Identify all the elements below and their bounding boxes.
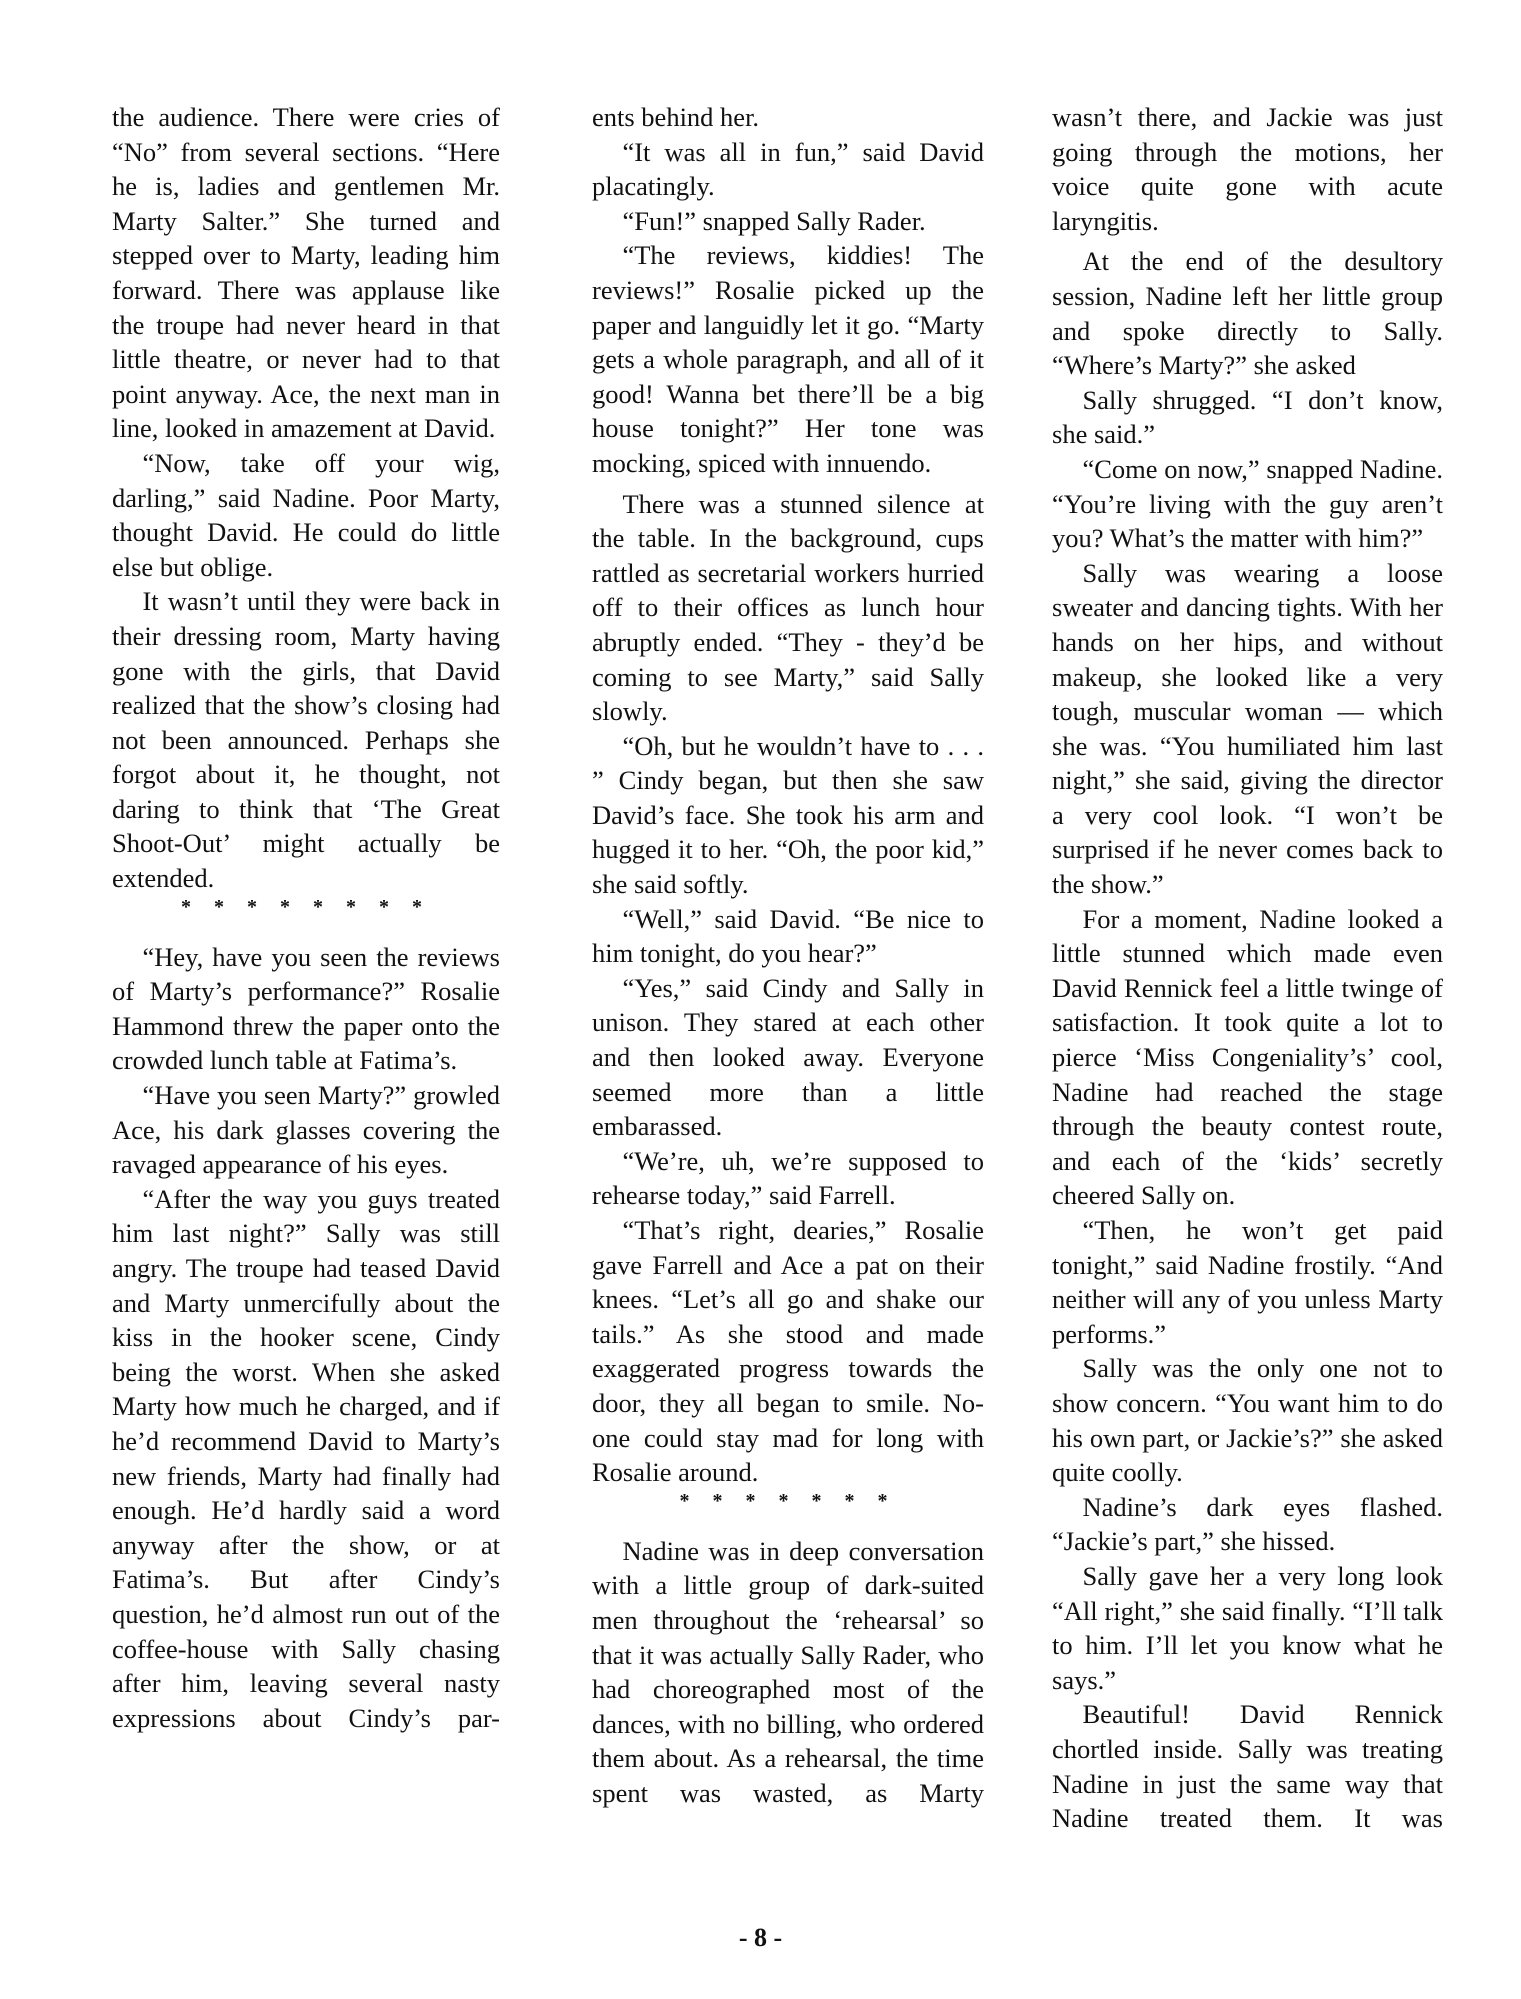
paragraph: the audience. There were cries of “No” from several sections. “Here he is, ladies and gentlemen Mr. Marty Salter.” She turned and stepped over to Marty, leading him forward. There was applause like the troupe had never heard in that little theatre, or never had to that point anyway. Ace, the next man in line, looked in amazement at David. [112,102,500,444]
paragraph: Nadine’s dark eyes flashed. “Jackie’s part,” she hissed. [1052,1491,1443,1557]
column-3 [1052,100,1443,1836]
paragraph: “It was all in fun,” said David placatingly. [592,136,984,202]
paragraph: “Oh, but he wouldn’t have to . . . ” Cindy began, but then she saw David’s face. She took his arm and hugged it to her. “Oh, the poor kid,” she said softly. [592,730,984,900]
paragraph: At the end of the desultory session, Nadine left her little group and spoke directly to Sally. “Where’s Marty?” she asked [1052,246,1443,381]
paragraph: ents behind her. [592,102,760,132]
paragraph: “Yes,” said Cindy and Sally in unison. They stared at each other and then looked away. Everyone seemed more than a little embarassed. [592,972,984,1142]
paragraph: wasn’t there, and Jackie was just going through the motions, her voice quite gone with acute laryngitis. [1052,102,1443,236]
paragraph: Sally was wearing a loose sweater and dancing tights. With her hands on her hips, and without makeup, she looked like a very tough, muscular woman — which she was. “You humiliated him last night,” she said, giving the director a very cool look. “I won’t be surprised if he never comes back to the show.” [1052,557,1443,900]
paragraph: “Come on now,” snapped Nadine. “You’re living with the guy aren’t you? What’s the matter with him?” [1052,453,1443,554]
paragraph: For a moment, Nadine looked a little stunned which made even David Rennick feel a little twinge of satisfaction. It took quite a lot to pierce ‘Miss Congeniality’s’ cool, Nadine had reached the stage through the beauty contest route, and each of the ‘kids’ secretly cheered Sally on. [1052,903,1443,1211]
paragraph: “Hey, have you seen the reviews of Marty’s performance?” Rosalie Hammond threw the paper onto the crowded lunch table at Fatima’s. [112,941,500,1076]
column-2 [592,100,984,1811]
section-separator: * * * * * * * * [181,895,431,918]
paragraph: “Then, he won’t get paid tonight,” said Nadine frostily. “And neither will any of you unless Marty performs.” [1052,1215,1443,1349]
paragraph: Beautiful! David Rennick chortled inside. Sally was treating Nadine in just the same way that Nadine treated them. It was [1052,1699,1443,1834]
paragraph: Sally was the only one not to show concern. “You want him to do his own part, or Jackie’s?” she asked quite coolly. [1052,1353,1443,1488]
page-number: - 8 - [738,1923,783,1952]
paragraph: “Now, take off your wig, darling,” said Nadine. Poor Marty, thought David. He could do little else but oblige. [112,447,500,582]
paragraph: Sally shrugged. “I don’t know, she said.” [1052,384,1443,450]
paragraph: “After the way you guys treated him last night?” Sally was still angry. The troupe had teased David and Marty unmercifully about the kiss in the hooker scene, Cindy being the worst. When she asked Marty how much he charged, and if he’d recommend David to Marty’s new friends, Marty had finally had enough. He’d hardly said a word anyway after the show, or at Fatima’s. But after Cindy’s question, he’d almost run out of the coffee-house with Sally chasing after him, leaving several nasty expressions about Cindy’s par- [112,1183,500,1733]
section-separator: * * * * * * * [679,1489,897,1512]
paragraph: “That’s right, dearies,” Rosalie gave Farrell and Ace a pat on their knees. “Let’s all go and shake our tails.” As she stood and made exaggerated progress towards the door, they all began to smile. No-one could stay mad for long with Rosalie around. [592,1215,984,1488]
column-1 [112,100,500,1735]
paragraph: “Have you seen Marty?” growled Ace, his dark glasses covering the ravaged appearance of his eyes. [112,1080,500,1180]
paragraph: “Well,” said David. “Be nice to him tonight, do you hear?” [592,903,984,969]
paragraph: “We’re, uh, we’re supposed to rehearse today,” said Farrell. [592,1145,984,1211]
paragraph: Sally gave her a very long look “All right,” she said finally. “I’ll talk to him. I’ll let you know what he says.” [1052,1560,1443,1695]
paragraph: It wasn’t until they were back in their dressing room, Marty having gone with the girls, that David realized that the show’s closing had not been announced. Perhaps she forgot about it, he thought, not daring to think that ‘The Great Shoot-Out’ might actually be extended. [112,586,500,894]
paragraph: “Fun!” snapped Sally Rader. [622,205,926,236]
paragraph: Nadine was in deep conversation with a little group of dark-suited men throughout the ‘rehearsal’ so that it was actually Sally Rader, who had choreographed most of the dances, with no billing, who ordered them about. As a rehearsal, the time spent was wasted, as Marty [592,1535,984,1808]
paragraph: “The reviews, kiddies! The reviews!” Rosalie picked up the paper and languidly let it go. “Marty gets a whole paragraph, and all of it good! Wanna bet there’ll be a big house tonight?” Her tone was mocking, spiced with innuendo. [592,240,984,478]
paragraph: There was a stunned silence at the table. In the background, cups rattled as secretarial workers hurried off to their offices as lunch hour abruptly ended. “They - they’d be coming to see Marty,” said Sally slowly. [592,488,984,727]
